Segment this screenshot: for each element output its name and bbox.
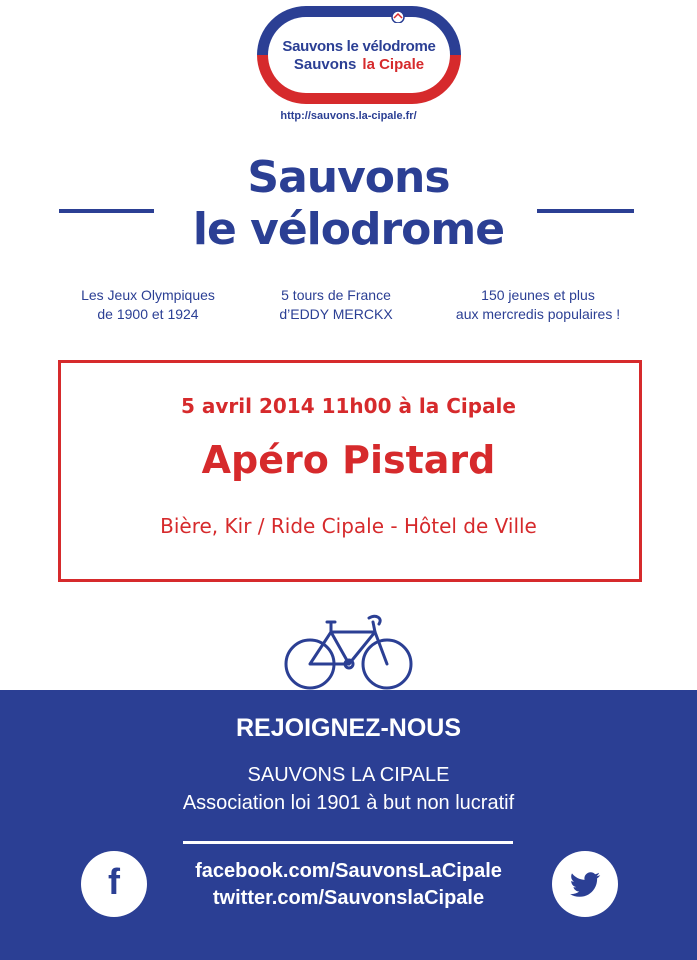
- logo-text-highlight: la Cipale: [362, 56, 425, 73]
- logo-text-line1: Sauvons le vélodrome: [282, 38, 436, 55]
- facebook-icon: f: [108, 861, 120, 902]
- event-subtitle: Bière, Kir / Ride Cipale - Hôtel de Ville: [160, 514, 537, 538]
- fact-line: 150 jeunes et plus: [481, 287, 595, 303]
- fact-line: d’EDDY MERCKX: [279, 306, 393, 322]
- fact-tour-de-france: [253, 286, 419, 324]
- footer: [0, 690, 697, 960]
- fact-olympics: [60, 286, 236, 324]
- fact-line: de 1900 et 1924: [97, 306, 199, 322]
- event-date: 5 avril 2014 11h00 à la Cipale: [181, 394, 516, 418]
- event-title: Apéro Pistard: [201, 438, 496, 482]
- fact-line: Les Jeux Olympiques: [81, 287, 215, 303]
- logo: [257, 6, 461, 104]
- logo-text-prefix: Sauvons: [293, 56, 357, 73]
- twitter-link[interactable]: twitter.com/SauvonslaCipale: [212, 887, 485, 909]
- title-line1: Sauvons: [247, 152, 450, 203]
- facebook-link[interactable]: facebook.com/SauvonsLaCipale: [195, 860, 502, 882]
- page-title: [0, 152, 697, 256]
- title-line2: le vélodrome: [192, 204, 505, 255]
- logo-inner: [268, 17, 450, 93]
- fact-youth: [432, 286, 644, 324]
- logo-text-line2: [257, 56, 461, 73]
- bicycle-badge-icon: [390, 9, 406, 23]
- fact-line: aux mercredis populaires !: [455, 306, 621, 322]
- footer-divider: [183, 841, 513, 844]
- website-url[interactable]: http://sauvons.la-cipale.fr/: [280, 110, 417, 122]
- association-description: Association loi 1901 à but non lucratif: [182, 792, 515, 814]
- join-heading: REJOIGNEZ-NOUS: [235, 714, 462, 742]
- fact-line: 5 tours de France: [281, 287, 391, 303]
- association-name: SAUVONS LA CIPALE: [247, 764, 450, 786]
- bicycle-icon: [283, 610, 415, 692]
